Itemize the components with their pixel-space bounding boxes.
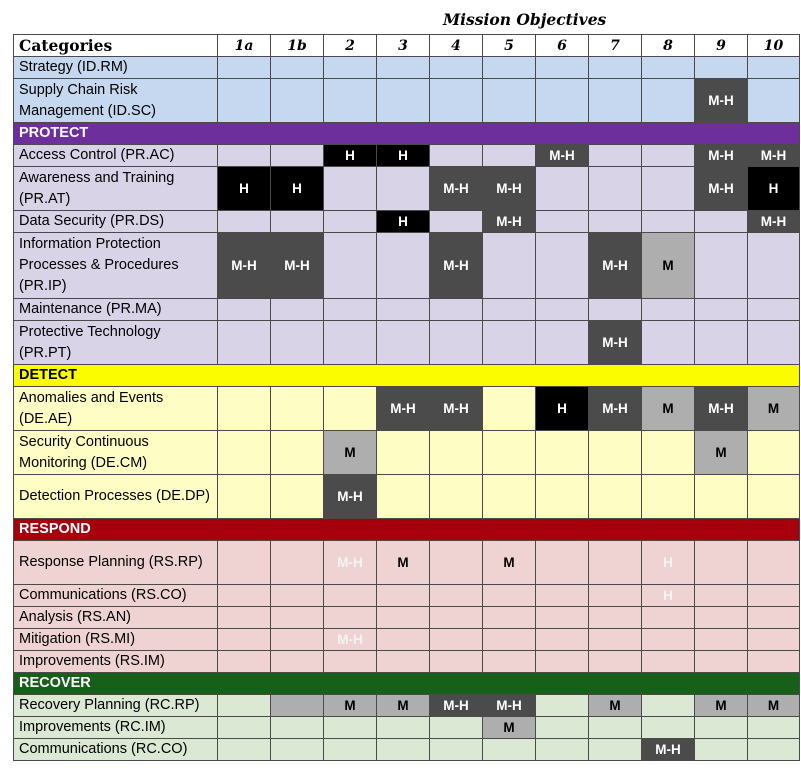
rating-cell <box>324 299 377 321</box>
rating-cell: M-H <box>642 739 695 761</box>
rating-cell <box>324 233 377 299</box>
rating-cell <box>695 321 748 365</box>
rating-cell <box>748 475 800 519</box>
rating-cell: M <box>483 541 536 585</box>
rating-cell <box>642 475 695 519</box>
rating-cell <box>695 211 748 233</box>
rating-cell <box>430 145 483 167</box>
rating-cell <box>748 233 800 299</box>
category-row <box>14 717 800 739</box>
header-row <box>14 35 800 57</box>
rating-cell: M <box>324 695 377 717</box>
column-header: 6 <box>536 35 589 57</box>
rating-cell <box>483 387 536 431</box>
rating-cell <box>218 629 271 651</box>
rating-cell: H <box>377 211 430 233</box>
rating-cell <box>483 145 536 167</box>
category-row <box>14 299 800 321</box>
rating-cell: H <box>271 167 324 211</box>
rating-cell <box>271 541 324 585</box>
rating-cell <box>377 607 430 629</box>
rating-cell: M <box>748 387 800 431</box>
rating-cell: M <box>642 233 695 299</box>
rating-cell <box>642 695 695 717</box>
rating-cell <box>536 695 589 717</box>
rating-cell: M <box>377 541 430 585</box>
rating-cell <box>430 321 483 365</box>
column-header: 3 <box>377 35 430 57</box>
rating-cell <box>271 585 324 607</box>
rating-cell <box>430 211 483 233</box>
rating-cell <box>536 475 589 519</box>
rating-cell <box>324 321 377 365</box>
rating-cell: M-H <box>483 167 536 211</box>
rating-cell <box>271 739 324 761</box>
rating-cell <box>589 145 642 167</box>
rating-cell <box>536 431 589 475</box>
rating-cell <box>483 79 536 123</box>
section-label: DETECT <box>14 365 800 387</box>
column-header: 8 <box>642 35 695 57</box>
rating-cell <box>430 57 483 79</box>
category-row <box>14 211 800 233</box>
rating-cell <box>218 211 271 233</box>
rating-cell <box>748 651 800 673</box>
category-label: Mitigation (RS.MI) <box>14 629 218 651</box>
rating-cell <box>271 717 324 739</box>
rating-cell: M-H <box>324 629 377 651</box>
rating-cell <box>218 585 271 607</box>
rating-cell <box>324 79 377 123</box>
rating-cell: M-H <box>430 167 483 211</box>
rating-cell <box>271 79 324 123</box>
rating-cell <box>695 607 748 629</box>
category-row <box>14 739 800 761</box>
rating-cell <box>642 629 695 651</box>
mission-objectives-table <box>13 34 800 761</box>
category-row <box>14 695 800 717</box>
rating-cell <box>377 233 430 299</box>
rating-cell <box>377 431 430 475</box>
rating-cell <box>271 145 324 167</box>
category-row <box>14 79 800 123</box>
section-label: PROTECT <box>14 123 800 145</box>
rating-cell <box>695 57 748 79</box>
rating-cell <box>483 629 536 651</box>
category-row <box>14 475 800 519</box>
rating-cell <box>324 57 377 79</box>
category-label: Response Planning (RS.RP) <box>14 541 218 585</box>
rating-cell <box>483 739 536 761</box>
rating-cell <box>324 607 377 629</box>
rating-cell <box>695 541 748 585</box>
rating-cell: M-H <box>748 145 800 167</box>
rating-cell <box>218 475 271 519</box>
rating-cell <box>218 651 271 673</box>
rating-cell: M-H <box>536 145 589 167</box>
rating-cell <box>748 717 800 739</box>
rating-cell <box>377 739 430 761</box>
rating-cell <box>324 717 377 739</box>
rating-cell <box>377 57 430 79</box>
section-row-protect <box>14 123 800 145</box>
rating-cell <box>377 167 430 211</box>
rating-cell: H <box>642 541 695 585</box>
rating-cell <box>430 299 483 321</box>
rating-cell <box>430 607 483 629</box>
column-header: 1b <box>271 35 324 57</box>
rating-cell <box>324 387 377 431</box>
category-label: Data Security (PR.DS) <box>14 211 218 233</box>
column-header: 9 <box>695 35 748 57</box>
rating-cell <box>483 585 536 607</box>
rating-cell <box>483 607 536 629</box>
category-row <box>14 541 800 585</box>
rating-cell <box>589 211 642 233</box>
rating-cell <box>271 321 324 365</box>
rating-cell <box>324 739 377 761</box>
rating-cell: M-H <box>483 211 536 233</box>
rating-cell <box>271 299 324 321</box>
rating-cell <box>218 321 271 365</box>
rating-cell <box>642 299 695 321</box>
rating-cell: M <box>695 695 748 717</box>
category-row <box>14 431 800 475</box>
rating-cell <box>695 717 748 739</box>
rating-cell <box>430 739 483 761</box>
category-label: Security Continuous Monitoring (DE.CM) <box>14 431 218 475</box>
rating-cell <box>642 431 695 475</box>
rating-cell: M-H <box>324 475 377 519</box>
rating-cell <box>589 431 642 475</box>
categories-header: Categories <box>14 35 218 57</box>
rating-cell <box>748 431 800 475</box>
rating-cell <box>589 167 642 211</box>
rating-cell <box>377 717 430 739</box>
section-label: RESPOND <box>14 519 800 541</box>
rating-cell <box>483 321 536 365</box>
rating-cell <box>377 299 430 321</box>
rating-cell: M <box>748 695 800 717</box>
category-label: Information Protection Processes & Procedures (PR.IP) <box>14 233 218 299</box>
column-header: 1a <box>218 35 271 57</box>
rating-cell <box>642 79 695 123</box>
section-label: RECOVER <box>14 673 800 695</box>
rating-cell: M <box>324 431 377 475</box>
rating-cell <box>642 651 695 673</box>
rating-cell <box>695 233 748 299</box>
rating-cell: M-H <box>589 233 642 299</box>
rating-cell <box>642 321 695 365</box>
section-row-respond <box>14 519 800 541</box>
rating-cell <box>271 211 324 233</box>
rating-cell <box>589 717 642 739</box>
rating-cell <box>377 651 430 673</box>
rating-cell <box>218 145 271 167</box>
category-label: Detection Processes (DE.DP) <box>14 475 218 519</box>
rating-cell <box>536 57 589 79</box>
rating-cell <box>218 717 271 739</box>
rating-cell <box>642 57 695 79</box>
rating-cell <box>377 629 430 651</box>
rating-cell <box>536 541 589 585</box>
mission-objectives-title: Mission Objectives <box>443 10 607 29</box>
rating-cell <box>536 233 589 299</box>
rating-cell <box>536 211 589 233</box>
rating-cell <box>324 651 377 673</box>
rating-cell <box>218 57 271 79</box>
rating-cell <box>536 79 589 123</box>
rating-cell <box>218 695 271 717</box>
rating-cell <box>695 585 748 607</box>
rating-cell: M-H <box>695 79 748 123</box>
rating-cell: H <box>536 387 589 431</box>
rating-cell <box>589 475 642 519</box>
rating-cell <box>748 739 800 761</box>
rating-cell: M-H <box>218 233 271 299</box>
rating-cell <box>271 475 324 519</box>
rating-cell <box>324 211 377 233</box>
rating-cell <box>483 233 536 299</box>
rating-cell <box>748 585 800 607</box>
rating-cell <box>483 57 536 79</box>
rating-cell <box>377 475 430 519</box>
section-row-recover <box>14 673 800 695</box>
category-label: Improvements (RC.IM) <box>14 717 218 739</box>
rating-cell: M-H <box>483 695 536 717</box>
category-row <box>14 57 800 79</box>
category-row <box>14 585 800 607</box>
rating-cell <box>642 167 695 211</box>
column-header: 10 <box>748 35 800 57</box>
rating-cell <box>642 211 695 233</box>
rating-cell <box>695 651 748 673</box>
rating-cell: H <box>377 145 430 167</box>
rating-cell: M <box>483 717 536 739</box>
rating-cell <box>695 475 748 519</box>
rating-cell <box>748 629 800 651</box>
category-label: Access Control (PR.AC) <box>14 145 218 167</box>
category-label: Recovery Planning (RC.RP) <box>14 695 218 717</box>
rating-cell <box>483 651 536 673</box>
rating-cell <box>589 541 642 585</box>
rating-cell <box>377 79 430 123</box>
rating-cell <box>377 321 430 365</box>
rating-cell <box>271 431 324 475</box>
rating-cell <box>377 585 430 607</box>
rating-cell: M-H <box>430 695 483 717</box>
rating-cell <box>536 167 589 211</box>
rating-cell: H <box>642 585 695 607</box>
rating-cell <box>271 651 324 673</box>
column-header: 4 <box>430 35 483 57</box>
rating-cell: M <box>642 387 695 431</box>
rating-cell <box>271 695 324 717</box>
rating-cell <box>218 299 271 321</box>
category-row <box>14 167 800 211</box>
rating-cell <box>589 57 642 79</box>
category-row <box>14 651 800 673</box>
category-row <box>14 321 800 365</box>
rating-cell <box>430 79 483 123</box>
category-row <box>14 233 800 299</box>
rating-cell <box>536 629 589 651</box>
rating-cell <box>642 717 695 739</box>
category-row <box>14 629 800 651</box>
rating-cell <box>695 629 748 651</box>
rating-cell <box>536 585 589 607</box>
rating-cell <box>589 607 642 629</box>
rating-cell <box>748 79 800 123</box>
rating-cell: M-H <box>748 211 800 233</box>
rating-cell: M-H <box>430 233 483 299</box>
rating-cell: M-H <box>430 387 483 431</box>
rating-cell <box>536 717 589 739</box>
rating-cell <box>589 651 642 673</box>
rating-cell <box>536 299 589 321</box>
rating-cell: M <box>377 695 430 717</box>
rating-cell <box>271 387 324 431</box>
rating-cell <box>430 541 483 585</box>
rating-cell <box>218 387 271 431</box>
category-label: Strategy (ID.RM) <box>14 57 218 79</box>
category-row <box>14 387 800 431</box>
category-label: Protective Technology (PR.PT) <box>14 321 218 365</box>
category-label: Improvements (RS.IM) <box>14 651 218 673</box>
column-header: 5 <box>483 35 536 57</box>
rating-cell: H <box>748 167 800 211</box>
section-row-detect <box>14 365 800 387</box>
rating-cell <box>324 167 377 211</box>
category-label: Communications (RS.CO) <box>14 585 218 607</box>
rating-cell: M-H <box>695 145 748 167</box>
rating-cell <box>589 629 642 651</box>
rating-cell: M-H <box>377 387 430 431</box>
rating-cell <box>748 57 800 79</box>
rating-cell <box>536 321 589 365</box>
rating-cell <box>430 651 483 673</box>
category-label: Communications (RC.CO) <box>14 739 218 761</box>
rating-cell <box>271 607 324 629</box>
column-header: 7 <box>589 35 642 57</box>
rating-cell: M-H <box>695 387 748 431</box>
category-row <box>14 145 800 167</box>
category-label: Anomalies and Events (DE.AE) <box>14 387 218 431</box>
rating-cell: M-H <box>324 541 377 585</box>
rating-cell <box>218 607 271 629</box>
rating-cell <box>589 739 642 761</box>
rating-cell <box>536 739 589 761</box>
rating-cell <box>430 629 483 651</box>
rating-cell <box>271 57 324 79</box>
rating-cell <box>430 475 483 519</box>
rating-cell <box>271 629 324 651</box>
category-row <box>14 607 800 629</box>
rating-cell <box>218 739 271 761</box>
rating-cell: M-H <box>589 321 642 365</box>
rating-cell <box>430 717 483 739</box>
rating-cell <box>748 299 800 321</box>
rating-cell <box>748 607 800 629</box>
rating-cell <box>218 431 271 475</box>
column-header: 2 <box>324 35 377 57</box>
rating-cell <box>695 739 748 761</box>
rating-cell <box>324 585 377 607</box>
rating-cell: M <box>695 431 748 475</box>
rating-cell <box>695 299 748 321</box>
rating-cell <box>642 607 695 629</box>
rating-cell <box>483 299 536 321</box>
rating-cell <box>430 431 483 475</box>
rating-cell <box>748 541 800 585</box>
rating-cell <box>218 541 271 585</box>
rating-cell: H <box>324 145 377 167</box>
rating-cell <box>218 79 271 123</box>
rating-cell <box>748 321 800 365</box>
category-label: Supply Chain Risk Management (ID.SC) <box>14 79 218 123</box>
rating-cell <box>589 585 642 607</box>
category-label: Maintenance (PR.MA) <box>14 299 218 321</box>
rating-cell <box>589 79 642 123</box>
rating-cell: H <box>218 167 271 211</box>
rating-cell <box>483 475 536 519</box>
rating-cell: M-H <box>695 167 748 211</box>
category-label: Awareness and Training (PR.AT) <box>14 167 218 211</box>
rating-cell <box>589 299 642 321</box>
category-label: Analysis (RS.AN) <box>14 607 218 629</box>
rating-cell: M-H <box>589 387 642 431</box>
rating-cell: M <box>589 695 642 717</box>
rating-cell <box>483 431 536 475</box>
rating-cell <box>430 585 483 607</box>
rating-cell <box>642 145 695 167</box>
rating-cell: M-H <box>271 233 324 299</box>
rating-cell <box>536 651 589 673</box>
rating-cell <box>536 607 589 629</box>
